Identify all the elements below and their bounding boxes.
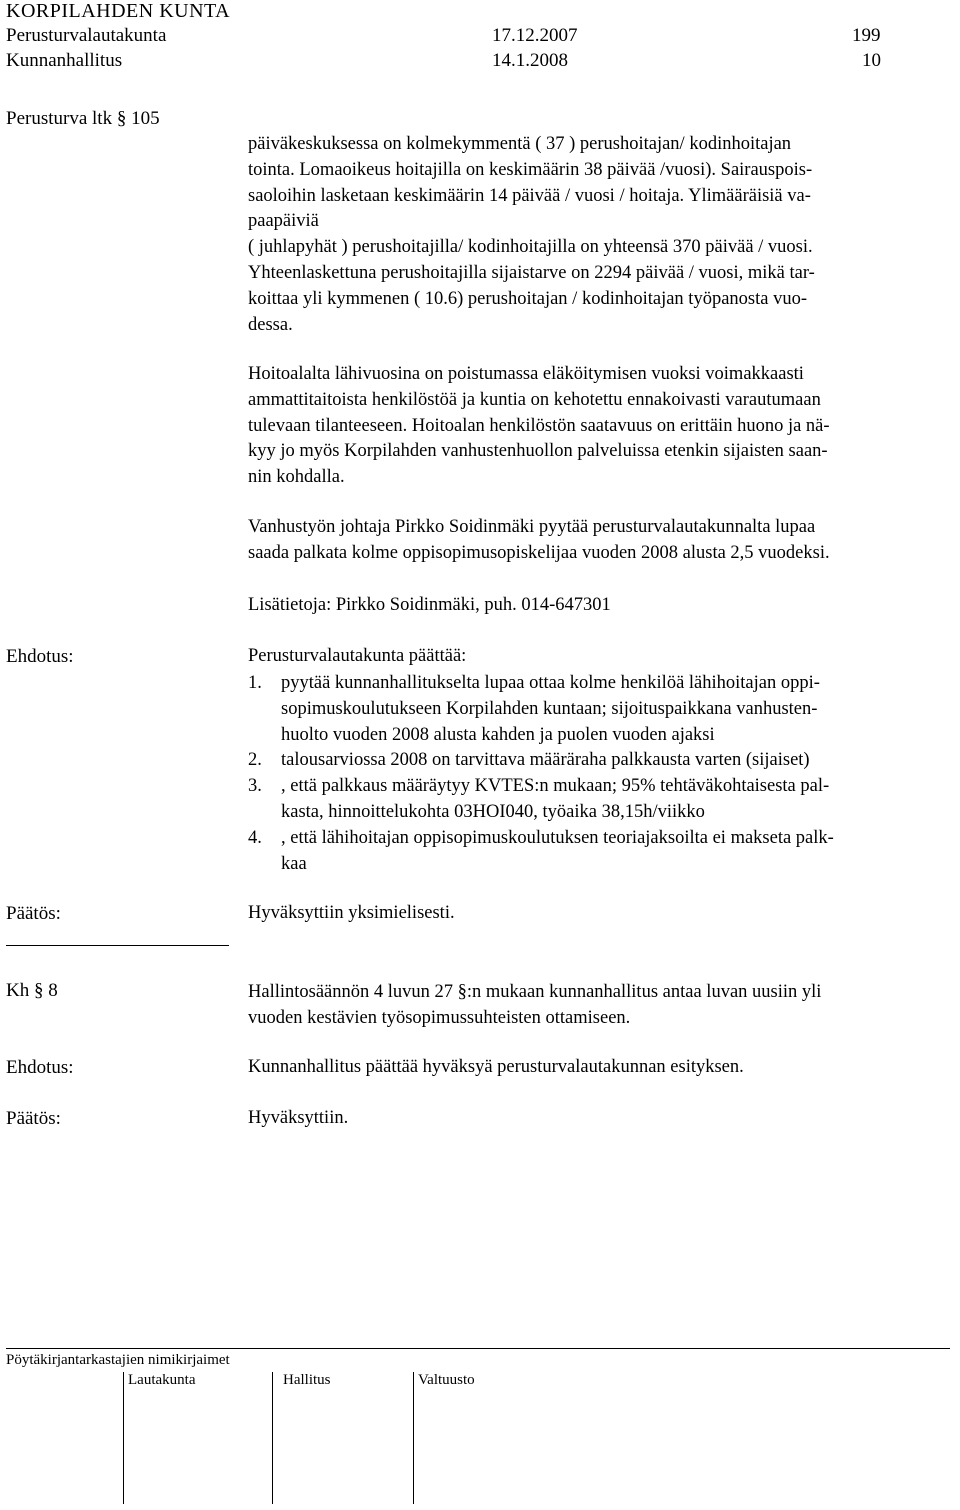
item-number: 2. xyxy=(248,750,262,770)
proposal-item-4 xyxy=(248,826,948,878)
paragraph-line: saada palkata kolme oppisopimusopiskelijaa vuoden 2008 alusta 2,5 vuodeksi. xyxy=(248,542,830,563)
paragraph-line: vuoden kestävien työsopimussuhteisten ottamiseen. xyxy=(248,1007,631,1028)
item-line: , että palkkaus määräytyy KVTES:n mukaan; 95% tehtäväkohtaisesta pal- xyxy=(281,776,830,796)
kh-proposal-text: Kunnanhallitus päättää hyväksyä perusturvalautakunnan esityksen. xyxy=(248,1057,744,1077)
kh-decision-text: Hyväksyttiin. xyxy=(248,1108,349,1128)
paragraph-line: Yhteenlaskettuna perushoitajilla sijaistarve on 2294 päivää / vuosi, mikä tar- xyxy=(248,262,815,283)
decision-label: Päätös: xyxy=(6,903,61,924)
paragraph-line: Hoitoalalta lähivuosina on poistumassa eläköitymisen vuoksi voimakkaasti xyxy=(248,364,804,384)
paragraph-line: Vanhustyön johtaja Pirkko Soidinmäki pyytää perusturvalautakunnalta lupaa xyxy=(248,517,816,537)
decision-divider xyxy=(6,945,229,946)
item-line: huolto vuoden 2008 alusta kahden ja puolen vuoden ajaksi xyxy=(281,724,715,745)
item-line: kaa xyxy=(281,853,307,874)
footer-col-valtuusto: Valtuusto xyxy=(418,1372,475,1388)
proposal-label: Ehdotus: xyxy=(6,646,74,667)
header-date-2: 14.1.2008 xyxy=(492,50,568,71)
kh-ref: Kh § 8 xyxy=(6,980,58,1001)
header-body-1: Perusturvalautakunta xyxy=(6,25,167,46)
paragraph-line: tulevaan tilanteeseen. Hoitoalan henkilöstön saatavuus on erittäin huono ja nä- xyxy=(248,415,830,436)
paragraph-line: dessa. xyxy=(248,314,293,335)
footer-column-divider xyxy=(272,1372,273,1504)
municipality-title: KORPILAHDEN KUNTA xyxy=(6,0,231,22)
paragraph-3 xyxy=(248,515,948,567)
proposal-item-1 xyxy=(248,671,948,749)
header-date-1: 17.12.2007 xyxy=(492,25,578,46)
footer-col-hallitus: Hallitus xyxy=(283,1372,331,1388)
paragraph-line: Hallintosäännön 4 luvun 27 §:n mukaan kunnanhallitus antaa luvan uusiin yli xyxy=(248,982,822,1002)
paragraph-line: saoloihin lasketaan keskimäärin 14 päivää / vuosi / hoitaja. Ylimääräisiä va- xyxy=(248,185,811,206)
footer-column-divider xyxy=(413,1372,414,1504)
paragraph-line: päiväkeskuksessa on kolmekymmentä ( 37 ) perushoitajan/ kodinhoitajan xyxy=(248,134,792,154)
footer-col-lautakunta: Lautakunta xyxy=(128,1372,196,1388)
paragraph-line: koittaa yli kymmenen ( 10.6) perushoitajan / kodinhoitajan työpanosta vuo- xyxy=(248,288,807,309)
proposal-item-3 xyxy=(248,774,948,826)
paragraph-1 xyxy=(248,132,948,338)
section-ref: Perusturva ltk § 105 xyxy=(6,108,160,129)
proposal-item-2 xyxy=(248,748,948,774)
footer-top-line xyxy=(6,1348,950,1349)
paragraph-line: nin kohdalla. xyxy=(248,467,345,488)
paragraph-line: ammattitaitoista henkilöstöä ja kuntia on kehotettu ennakoivasti varautumaan xyxy=(248,389,821,410)
footer-title: Pöytäkirjantarkastajien nimikirjaimet xyxy=(6,1352,230,1368)
header-page-1: 199 xyxy=(852,25,881,46)
kh-decision-label: Päätös: xyxy=(6,1108,61,1129)
paragraph-line: Lisätietoja: Pirkko Soidinmäki, puh. 014-647301 xyxy=(248,595,611,615)
paragraph-4 xyxy=(248,593,948,619)
kh-paragraph xyxy=(248,980,948,1032)
header-body-2: Kunnanhallitus xyxy=(6,50,123,71)
item-line: kasta, hinnoittelukohta 03HOI040, työaika 38,15h/viikko xyxy=(281,801,705,822)
item-number: 1. xyxy=(248,673,262,693)
decision-text: Hyväksyttiin yksimielisesti. xyxy=(248,903,455,923)
proposal-heading: Perusturvalautakunta päättää: xyxy=(248,646,467,666)
header-page-2: 10 xyxy=(862,50,881,71)
item-number: 4. xyxy=(248,828,262,848)
item-line: , että lähihoitajan oppisopimuskoulutuksen teoriajaksoilta ei makseta palk- xyxy=(281,828,834,848)
item-number: 3. xyxy=(248,776,262,796)
paragraph-line: ( juhlapyhät ) perushoitajilla/ kodinhoitajilla on yhteensä 370 päivää / vuosi. xyxy=(248,237,813,258)
paragraph-line: paapäiviä xyxy=(248,211,319,232)
kh-proposal-label: Ehdotus: xyxy=(6,1057,74,1078)
paragraph-line: tointa. Lomaoikeus hoitajilla on keskimäärin 38 päivää /vuosi). Sairauspois- xyxy=(248,159,813,180)
item-line: talousarviossa 2008 on tarvittava määräraha palkkausta varten (sijaiset) xyxy=(281,750,810,770)
paragraph-2 xyxy=(248,362,948,491)
item-line: sopimuskoulutukseen Korpilahden kuntaan; sijoituspaikkana vanhusten- xyxy=(281,698,818,719)
item-line: pyytää kunnanhallitukselta lupaa ottaa kolme henkilöä lähihoitajan oppi- xyxy=(281,673,820,693)
paragraph-line: kyy jo myös Korpilahden vanhustenhuollon palveluissa etenkin sijaisten saan- xyxy=(248,441,828,462)
footer-column-divider xyxy=(123,1372,124,1504)
